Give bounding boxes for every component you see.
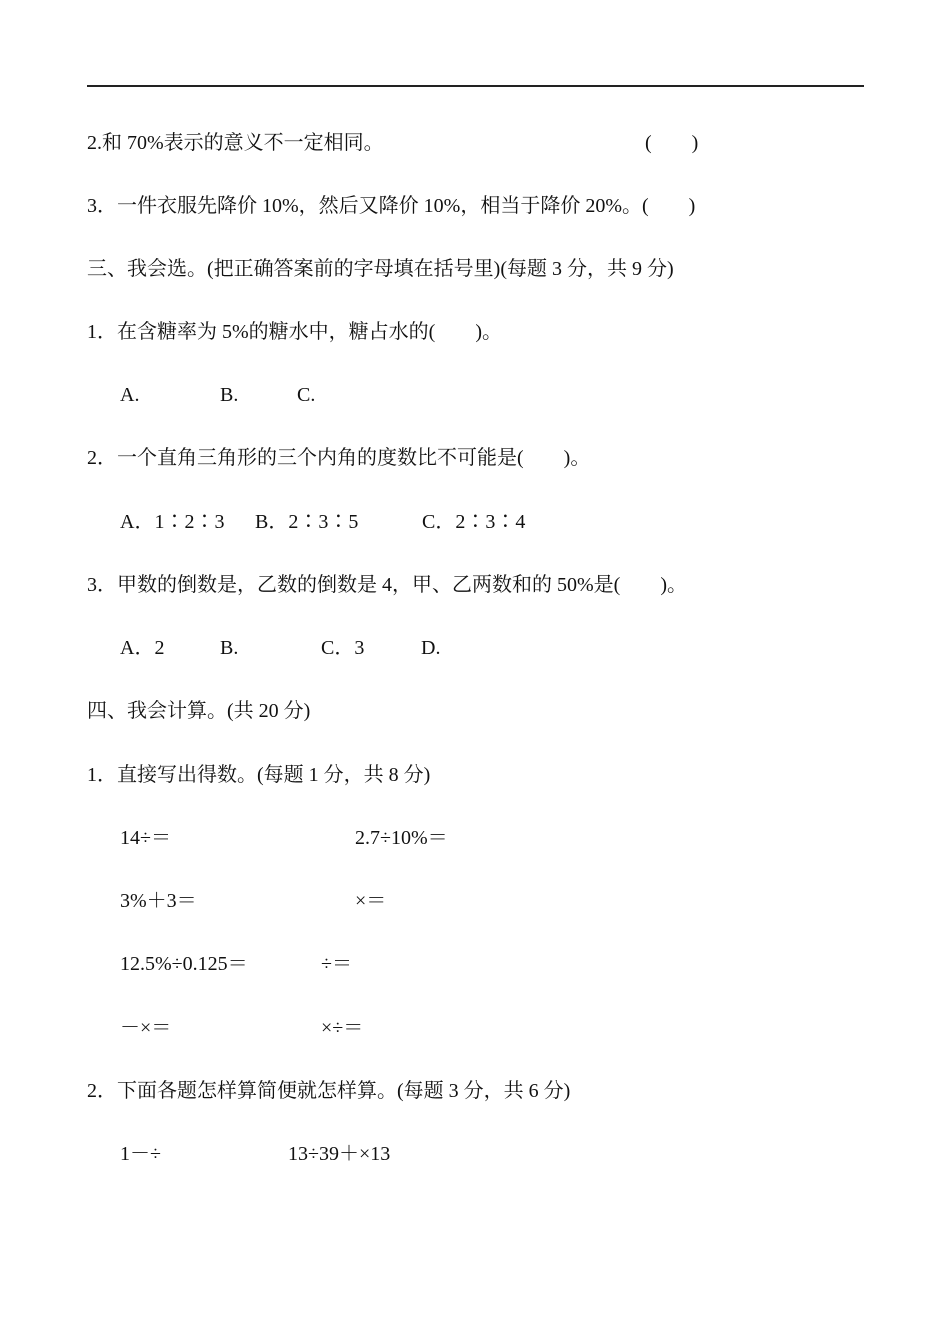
- choice-1-option-c: C.: [297, 384, 316, 406]
- choice-2-option-b: B．2∶3∶5: [255, 511, 359, 533]
- choice-3-option-a: A．2: [120, 637, 165, 659]
- calc-item: 3%＋3＝: [120, 890, 197, 912]
- choice-question-3: 3．甲数的倒数是，乙数的倒数是 4，甲、乙两数和的 50%是( )。: [87, 574, 687, 596]
- judge-answer-bracket-2[interactable]: ( ): [645, 132, 699, 154]
- calc-item: ×÷＝: [321, 1017, 364, 1039]
- choice-question-2: 2．一个直角三角形的三个内角的度数比不可能是( )。: [87, 447, 591, 469]
- simplify-item: 1－÷: [120, 1143, 161, 1165]
- section-3-title: 三、我会选。(把正确答案前的字母填在括号里)(每题 3 分，共 9 分): [87, 258, 674, 280]
- choice-question-1: 1．在含糖率为 5%的糖水中，糖占水的( )。: [87, 321, 502, 343]
- choice-2-option-a: A．1∶2∶3: [120, 511, 225, 533]
- judge-question-2: 2.和 70%表示的意义不一定相同。: [87, 132, 384, 154]
- choice-1-option-a: A.: [120, 384, 140, 406]
- header-rule: [87, 85, 864, 87]
- calc-item: ×＝: [355, 890, 387, 912]
- calc-part-2-title: 2．下面各题怎样算简便就怎样算。(每题 3 分，共 6 分): [87, 1080, 571, 1102]
- calc-item: 14÷＝: [120, 827, 171, 849]
- calc-item: －×＝: [120, 1017, 172, 1039]
- choice-2-option-c: C．2∶3∶4: [422, 511, 526, 533]
- calc-item: ÷＝: [321, 953, 352, 975]
- section-4-title: 四、我会计算。(共 20 分): [87, 700, 311, 722]
- simplify-item: 13÷39＋×13: [288, 1143, 391, 1165]
- calc-item: 2.7÷10%＝: [355, 827, 448, 849]
- choice-3-option-b: B.: [220, 637, 239, 659]
- choice-3-option-c: C．3: [321, 637, 365, 659]
- choice-1-option-b: B.: [220, 384, 239, 406]
- judge-question-3: 3．一件衣服先降价 10%，然后又降价 10%，相当于降价 20%。( ): [87, 195, 696, 217]
- calc-item: 12.5%÷0.125＝: [120, 953, 248, 975]
- choice-3-option-d: D.: [421, 637, 441, 659]
- calc-part-1-title: 1．直接写出得数。(每题 1 分，共 8 分): [87, 764, 431, 786]
